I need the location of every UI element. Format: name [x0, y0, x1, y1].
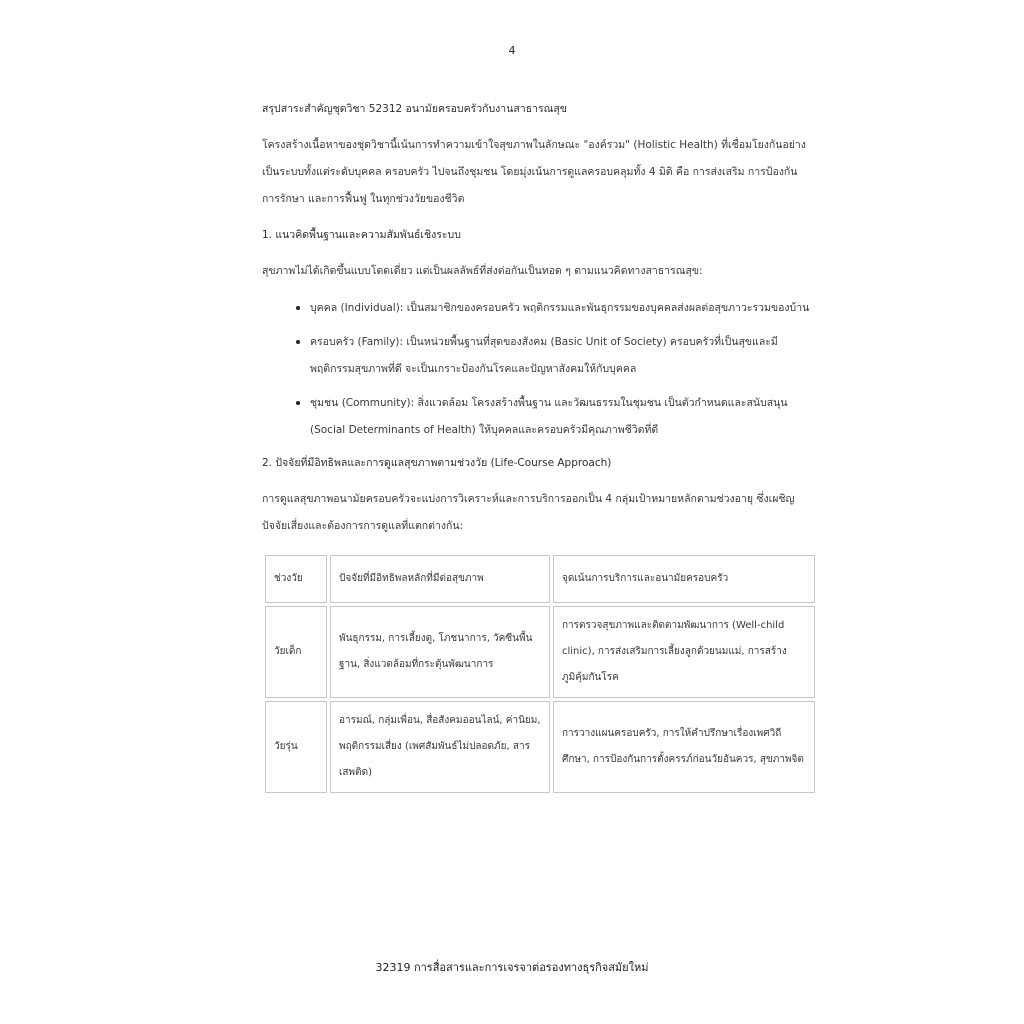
- bullet-individual: • บุคคล (Individual): เป็นสมาชิกของครอบครัว พฤติกรรมและพันธุกรรมของบุคคลส่งผลต่อสุขภาวะรวมของบ้าน: [310, 294, 818, 322]
- document-body: [262, 96, 818, 796]
- document-title: สรุปสาระสำคัญชุดวิชา 52312 อนามัยครอบครัวกับงานสาธารณสุข: [262, 103, 567, 115]
- bullet-family: • ครอบครัว (Family): เป็นหน่วยพื้นฐานที่สุดของสังคม (Basic Unit of Society) ครอบครัวที่เป็นสุขและมีพฤติกรรมสุขภาพที่ดี จะเป็นเกราะป้องกันโรคและปัญหาสังคมให้กับบุคคล: [310, 328, 818, 383]
- section-2-paragraph: การดูแลสุขภาพอนามัยครอบครัวจะแบ่งการวิเคราะห์และการบริการออกเป็น 4 กลุ่มเป้าหมายหลักตามช่วงอายุ ซึ่งเผชิญปัจจัยเสี่ยงและต้องการการดูแลที่แตกต่างกัน:: [262, 493, 795, 532]
- table-row: [265, 606, 815, 698]
- cell-age-group: วัยเด็ก: [265, 606, 327, 698]
- bullet-community: • ชุมชน (Community): สิ่งแวดล้อม โครงสร้างพื้นฐาน และวัฒนธรรมในชุมชน เป็นตัวกำหนดและสนับสนุน (Social Determinants of Health) ให้บุคคลและครอบครัวมีคุณภาพชีวิตที่ดี: [310, 389, 818, 444]
- page-number: 4: [508, 44, 516, 57]
- header-age-group: ช่วงวัย: [265, 555, 327, 603]
- cell-influencing-factors: อารมณ์, กลุ่มเพื่อน, สื่อสังคมออนไลน์, ค่านิยม, พฤติกรรมเสี่ยง (เพศสัมพันธ์ไม่ปลอดภัย, สารเสพติด): [330, 701, 550, 793]
- cell-service-focus: การวางแผนครอบครัว, การให้คำปรึกษาเรื่องเพศวิถีศึกษา, การป้องกันการตั้งครรภ์ก่อนวัยอันควร, สุขภาพจิต: [553, 701, 815, 793]
- intro-paragraph: โครงสร้างเนื้อหาของชุดวิชานี้เน้นการทำความเข้าใจสุขภาพในลักษณะ "องค์รวม" (Holistic Health) ที่เชื่อมโยงกันอย่างเป็นระบบทั้งแต่ระดับบุคคล ครอบครัว ไปจนถึงชุมชน โดยมุ่งเน้นการดูแลครอบคลุมทั้ง 4 มิติ คือ การส่งเสริม การป้องกัน การรักษา และการฟื้นฟู ในทุกช่วงวัยของชีวิต: [262, 139, 806, 205]
- section-1-bullet-list: [262, 294, 818, 444]
- header-service-focus: จุดเน้นการบริการและอนามัยครอบครัว: [553, 555, 815, 603]
- life-course-table: [262, 552, 818, 796]
- section-1-paragraph: สุขภาพไม่ได้เกิดขึ้นแบบโดดเดี่ยว แต่เป็นผลลัพธ์ที่ส่งต่อกันเป็นทอด ๆ ตามแนวคิดทางสาธารณสุข:: [262, 265, 703, 277]
- page-footer: 32319 การสื่อสารและการเจรจาต่อรองทางธุรกิจสมัยใหม่: [375, 961, 649, 974]
- cell-age-group: วัยรุ่น: [265, 701, 327, 793]
- header-influencing-factors: ปัจจัยที่มีอิทธิพลหลักที่มีต่อสุขภาพ: [330, 555, 550, 603]
- table-header-row: [265, 555, 815, 603]
- cell-service-focus: การตรวจสุขภาพและติดตามพัฒนาการ (Well-child clinic), การส่งเสริมการเลี้ยงลูกด้วยนมแม่, การสร้างภูมิคุ้มกันโรค: [553, 606, 815, 698]
- table-row: [265, 701, 815, 793]
- section-1-heading: 1. แนวคิดพื้นฐานและความสัมพันธ์เชิงระบบ: [262, 229, 461, 241]
- section-2-heading: 2. ปัจจัยที่มีอิทธิพลและการดูแลสุขภาพตามช่วงวัย (Life-Course Approach): [262, 457, 612, 469]
- cell-influencing-factors: พันธุกรรม, การเลี้ยงดู, โภชนาการ, วัคซีนพื้นฐาน, สิ่งแวดล้อมที่กระตุ้นพัฒนาการ: [330, 606, 550, 698]
